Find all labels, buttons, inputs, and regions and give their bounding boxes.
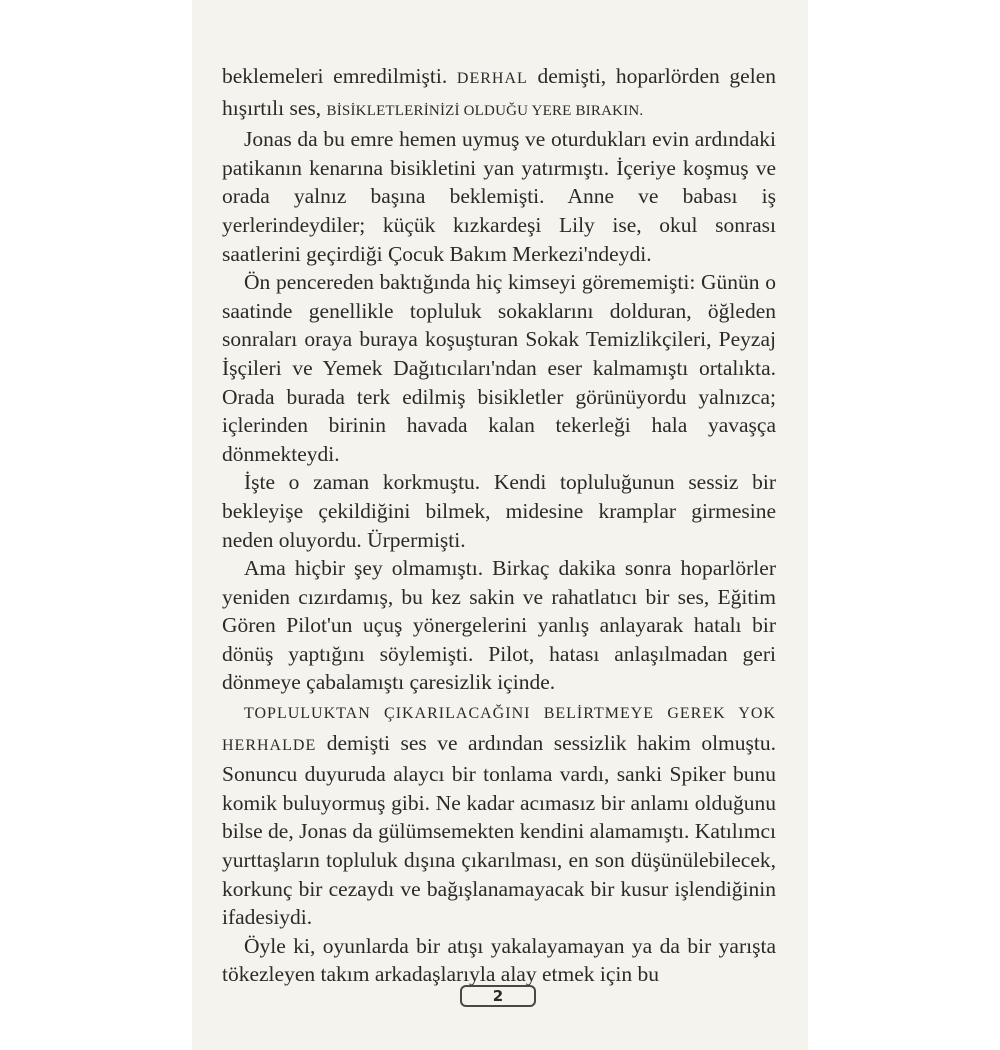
paragraph: [222, 468, 776, 554]
text-segment: demişti, hoparlörden gelen hışırtılı ses,: [222, 64, 776, 120]
paragraph: [222, 554, 776, 697]
paragraph-continued: [222, 62, 776, 125]
text-segment: beklemeleri emredilmişti.: [222, 64, 457, 88]
text-segment: Öyle ki, oyunlarda bir atışı yakalayamayan ya da bir yarışta tökezleyen takım arkadaşlarıyla alay etmek için bu: [222, 933, 776, 987]
paragraph: [222, 268, 776, 468]
text-segment: İşte o zaman korkmuştu. Kendi topluluğunun sessiz bir bekleyişe çekildiğini bilmek, midesine kramplar girmesine neden oluyordu. Ürpermişti.: [222, 470, 776, 552]
text-segment: Ama hiçbir şey olmamıştı. Birkaç dakika sonra hoparlörler yeniden cızırdamış, bu kez sakin ve rahatlatıcı bir ses, Eğitim Gören Pilot'un uçuş yönergelerini yanlış anlayarak hatalı bir dönüş yaptığını söylemişti. Pilot, hatası anlaşılmadan geri dönmeye çabalamıştı çaresizlik içinde.: [222, 556, 776, 695]
text-segment: demişti ses ve ardından sessizlik hakim olmuştu. Sonuncu duyuruda alaycı bir tonlama vardı, sanki Spiker bunu komik buluyormuş gibi. Ne kadar acımasız bir anlamı olduğunu bilse de, Jonas da gülümsemekten kendini alamamıştı. Katılımcı yurttaşların topluluk dışına çıkarılması, en son düşünülebilecek, korkunç bir cezaydı ve bağışlanamayacak bir kusur işlendiğinin ifadesiydi.: [222, 730, 776, 930]
paragraph: [222, 932, 776, 989]
text-segment: Jonas da bu emre hemen uymuş ve oturdukları evin ardındaki patikanın kenarına bisikletini yan yatırmıştı. İçeriye koşmuş ve orada yalnız başına beklemişti. Anne ve babası iş yerlerindeydiler; küçük kızkardeşi Lily ise, okul sonrası saatlerini geçirdiği Çocuk Bakım Merkezi'ndeydi.: [222, 127, 776, 266]
page-number-badge: [460, 985, 536, 1007]
announcement-smallcaps: TOPLULUKTAN ÇIKARILACAĞINI BELİRTMEYE GEREK YOK HERHALDE: [222, 705, 776, 754]
book-page: [192, 0, 808, 1050]
body-text: [222, 62, 776, 989]
text-segment: Ön pencereden baktığında hiç kimseyi görememişti: Günün o saatinde genellikle topluluk sokaklarını dolduran, öğleden sonraları oraya buraya koşuşturan Sokak Temizlikçileri, Peyzaj İşçileri ve Yemek Dağıtıcıları'ndan eser kalmamıştı ortalıkta. Orada burada terk edilmiş bisikletler görünüyordu yalnızca; içlerinden birinin havada kalan tekerleği hala yavaşça dönmekteydi.: [222, 270, 776, 466]
page-number: 2: [492, 987, 504, 1005]
paragraph: [222, 125, 776, 268]
announcement-smallcaps: DERHAL: [456, 70, 528, 87]
paragraph: [222, 697, 776, 932]
announcement-smallcaps: BİSİKLETLERİNİZİ OLDUĞU YERE BIRAKIN.: [326, 102, 644, 119]
